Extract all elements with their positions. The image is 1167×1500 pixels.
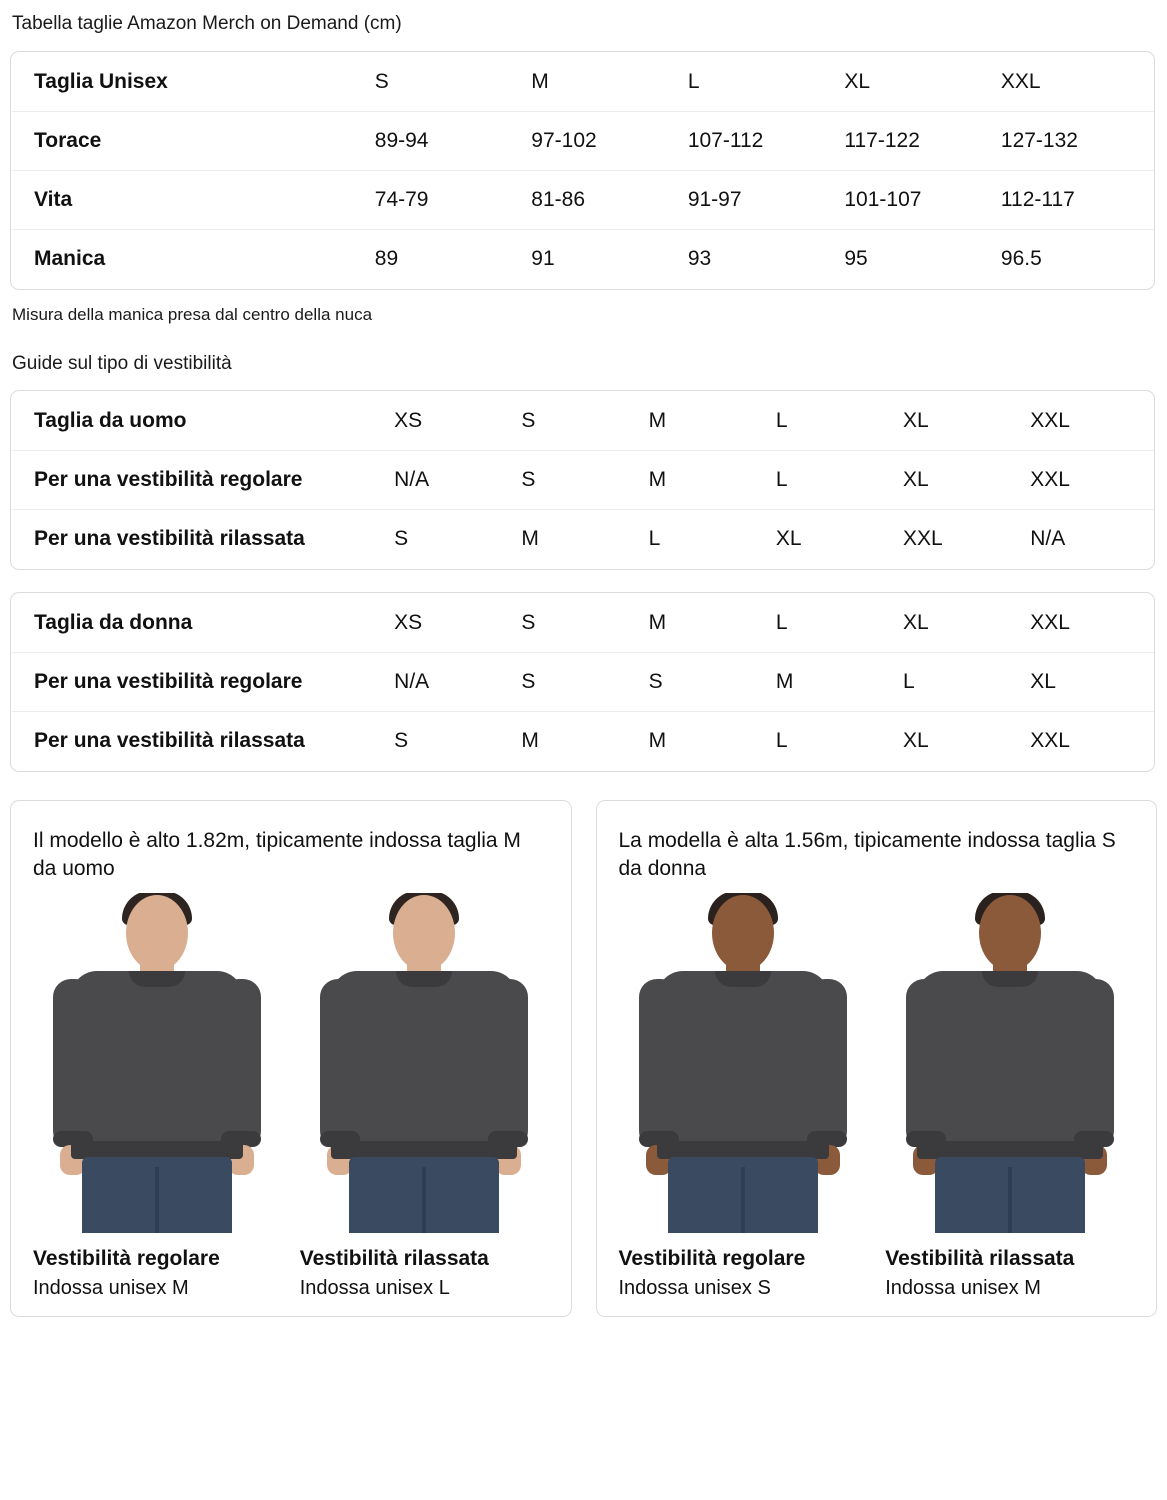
female-regular-fit-figure [619, 893, 868, 1300]
fit-guides-title: Guide sul tipo di vestibilità [12, 352, 232, 374]
cell-men-regular-l: L [776, 451, 903, 510]
cell-women-relaxed-xxl: XXL [1030, 729, 1070, 753]
cell-women-relaxed-xl: XL [903, 729, 929, 753]
cell-men-relaxed-xl: XXL [903, 527, 943, 551]
cell-manica-l: 93 [687, 246, 712, 270]
cell-men-relaxed-m: L [648, 527, 661, 551]
female-regular-fit-sublabel: Indossa unisex S [618, 1277, 771, 1300]
female-regular-fit-label: Vestibilità regolare [618, 1247, 806, 1271]
column-header-m: M [649, 594, 776, 653]
male-relaxed-fit-label: Vestibilità rilassata [299, 1247, 489, 1271]
cell-women-relaxed-m: M [648, 729, 667, 753]
column-header-s: S [521, 594, 648, 653]
column-header-s: S [375, 52, 532, 111]
male-regular-fit-sublabel: Indossa unisex M [33, 1277, 189, 1300]
jeans [82, 1157, 232, 1233]
column-header-xs: XS [394, 392, 521, 451]
cell-women-regular-l: M [776, 653, 903, 712]
column-header-xl: XL [844, 52, 1001, 111]
cell-men-relaxed-xxl: N/A [1030, 527, 1066, 551]
sweatshirt-body [71, 971, 243, 1159]
column-header-xl: XL [903, 594, 1030, 653]
column-header-s: S [521, 392, 648, 451]
cell-women-relaxed-s: M [521, 729, 539, 753]
female-model-card [596, 800, 1158, 1317]
column-header-unisex: Taglia Unisex [12, 52, 375, 111]
row-label-women-relaxed-fit: Per una vestibilità rilassata [34, 729, 305, 753]
jeans [935, 1157, 1085, 1233]
cell-manica-m: 91 [531, 246, 555, 270]
cell-women-regular-m: S [649, 653, 776, 712]
column-header-xl: XL [903, 392, 1030, 451]
cell-women-regular-xs: N/A [394, 653, 521, 712]
cell-torace-xl: 117-122 [844, 111, 1001, 170]
cell-women-regular-xxl: XL [1030, 653, 1155, 712]
cell-vita-s: 74-79 [375, 170, 532, 229]
row-label-torace: Torace [12, 111, 375, 170]
male-model-figures [33, 893, 549, 1300]
column-header-m: M [531, 52, 688, 111]
men-fit-table-container [10, 390, 1155, 570]
row-label-women-regular-fit: Per una vestibilità regolare [12, 653, 395, 712]
female-relaxed-fit-figure [885, 893, 1134, 1300]
collar [982, 971, 1038, 987]
jeans [668, 1157, 818, 1233]
table-row [12, 229, 1156, 288]
column-header-xs: XS [394, 594, 521, 653]
row-label-men-relaxed-fit: Per una vestibilità rilassata [34, 527, 305, 551]
collar [129, 971, 185, 987]
men-fit-table [11, 391, 1155, 569]
female-model-figures [619, 893, 1135, 1300]
column-header-men-size: Taglia da uomo [12, 392, 395, 451]
cell-torace-xxl: 127-132 [1001, 111, 1155, 170]
cell-manica-s: 89 [374, 246, 399, 270]
cell-vita-xxl: 112-117 [1001, 170, 1155, 229]
column-header-women-size: Taglia da donna [12, 594, 395, 653]
male-relaxed-fit-figure [300, 893, 549, 1300]
cell-torace-s: 89-94 [375, 111, 532, 170]
sweatshirt-body [657, 971, 829, 1159]
women-fit-table [11, 593, 1155, 771]
column-header-l: L [776, 594, 903, 653]
collar [396, 971, 452, 987]
cell-torace-l: 107-112 [688, 111, 845, 170]
male-relaxed-fit-sublabel: Indossa unisex L [299, 1277, 450, 1300]
table-header-row [12, 52, 1156, 111]
cell-men-regular-s: S [521, 451, 648, 510]
sleeve-measurement-note: Misura della manica presa dal centro della nuca [12, 304, 373, 324]
male-regular-fit-label: Vestibilità regolare [33, 1247, 220, 1271]
table-row [12, 111, 1156, 170]
cell-women-regular-xl: L [903, 653, 1030, 712]
collar [715, 971, 771, 987]
jeans [349, 1157, 499, 1233]
model-cards [10, 800, 1157, 1317]
table-row [12, 510, 1156, 569]
cell-men-regular-xxl: XXL [1030, 451, 1155, 510]
table-row [12, 170, 1156, 229]
cell-women-relaxed-xs: S [394, 729, 409, 753]
female-regular-fit-photo [619, 893, 868, 1233]
table-row [12, 653, 1156, 712]
cell-men-relaxed-xs: S [394, 527, 409, 551]
cell-men-regular-m: M [649, 451, 776, 510]
female-relaxed-fit-label: Vestibilità rilassata [885, 1247, 1075, 1271]
male-regular-fit-figure [33, 893, 282, 1300]
cell-vita-l: 91-97 [688, 170, 845, 229]
column-header-l: L [776, 392, 903, 451]
cell-manica-xxl: 96.5 [1000, 246, 1042, 270]
row-label-manica: Manica [34, 246, 106, 270]
women-fit-table-container [10, 592, 1155, 772]
column-header-xxl: XXL [1030, 392, 1155, 451]
cell-men-regular-xl: XL [903, 451, 1030, 510]
unisex-size-table-container [10, 51, 1155, 290]
female-relaxed-fit-sublabel: Indossa unisex M [885, 1277, 1041, 1300]
cell-manica-xl: 95 [844, 246, 868, 270]
table-row [12, 451, 1156, 510]
female-relaxed-fit-photo [885, 893, 1134, 1233]
column-header-m: M [649, 392, 776, 451]
male-regular-fit-photo [33, 893, 282, 1233]
cell-men-relaxed-s: M [521, 527, 539, 551]
table-header-row [12, 392, 1156, 451]
cell-vita-m: 81-86 [531, 170, 688, 229]
cell-vita-xl: 101-107 [844, 170, 1001, 229]
cell-women-regular-s: S [521, 653, 648, 712]
page-title: Tabella taglie Amazon Merch on Demand (cm) [12, 13, 402, 34]
male-relaxed-fit-photo [300, 893, 549, 1233]
table-row [12, 712, 1156, 771]
cell-men-relaxed-l: XL [775, 527, 802, 551]
column-header-xxl: XXL [1001, 52, 1155, 111]
column-header-xxl: XXL [1030, 594, 1155, 653]
male-model-description: Il modello è alto 1.82m, tipicamente indossa taglia M da uomo [33, 829, 521, 881]
female-model-description: La modella è alta 1.56m, tipicamente indossa taglia S da donna [618, 829, 1116, 881]
row-label-men-regular-fit: Per una vestibilità regolare [12, 451, 395, 510]
table-header-row [12, 594, 1156, 653]
male-model-card [10, 800, 572, 1317]
cell-torace-m: 97-102 [531, 111, 688, 170]
row-label-vita: Vita [12, 170, 375, 229]
cell-women-relaxed-l: L [775, 729, 788, 753]
column-header-l: L [688, 52, 845, 111]
cell-men-regular-xs: N/A [394, 451, 521, 510]
unisex-size-table [11, 52, 1155, 289]
